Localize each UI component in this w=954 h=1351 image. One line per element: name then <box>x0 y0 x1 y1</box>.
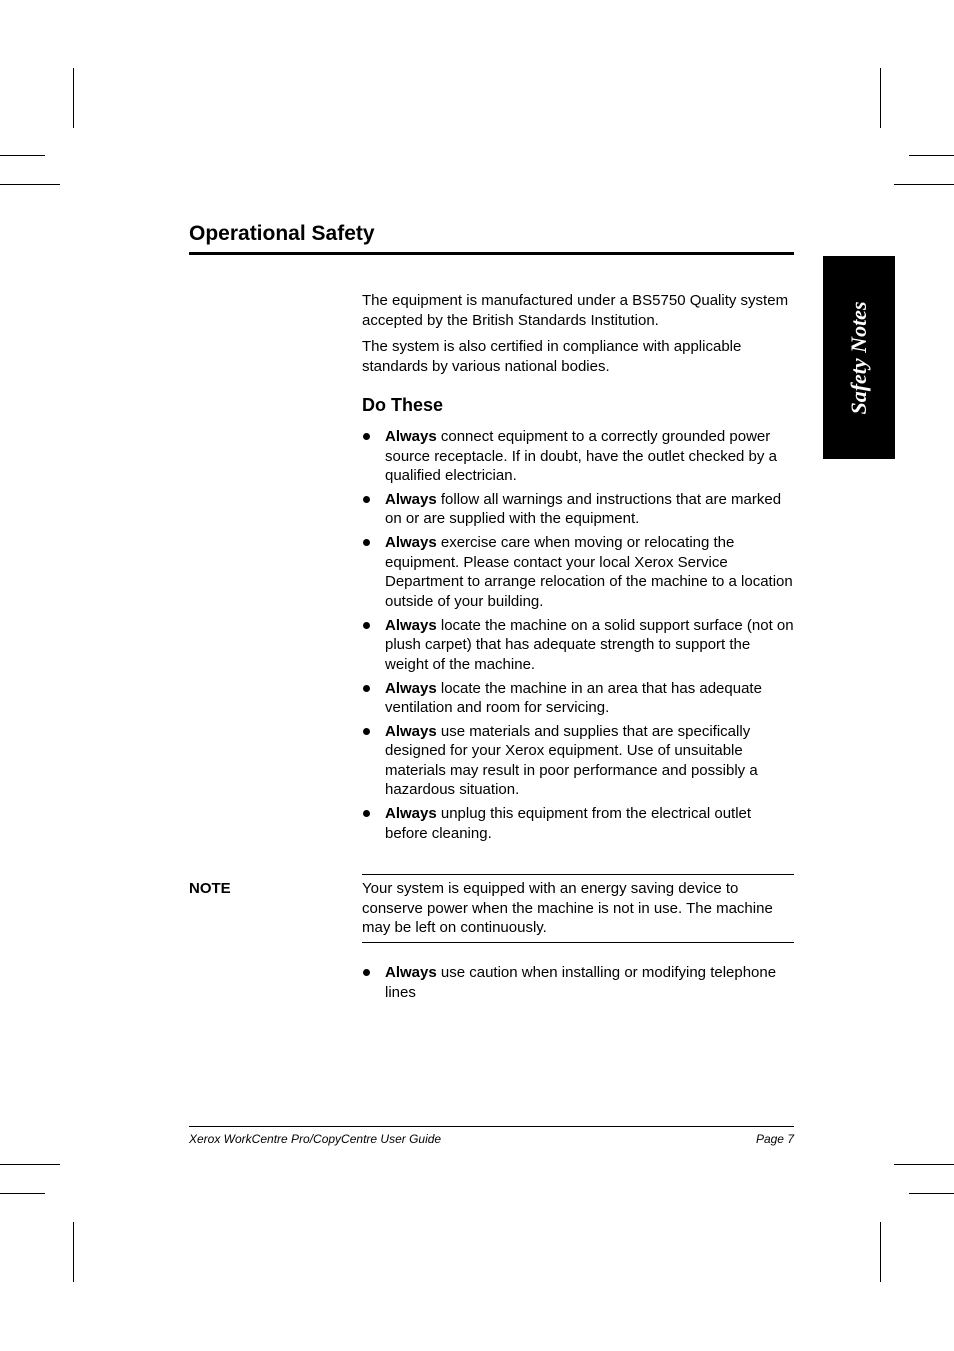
list-item-lead: Always <box>385 428 437 445</box>
list-item-lead: Always <box>385 534 437 552</box>
note-text <box>362 879 794 938</box>
list-item-text: use caution when installing or modifying telephone lines <box>385 964 777 1001</box>
section-tab <box>823 256 895 459</box>
crop-mark <box>73 68 74 128</box>
intro-text <box>362 291 794 376</box>
crop-mark <box>0 184 60 185</box>
list-item <box>362 616 794 675</box>
crop-mark <box>909 1193 954 1194</box>
crop-mark <box>0 1193 45 1194</box>
note-bottom-rule <box>362 942 794 943</box>
list-item-lead: Always <box>385 722 437 740</box>
bullet-icon <box>363 728 370 735</box>
footer-page-number: Page 7 <box>755 1132 794 1146</box>
bullet-icon <box>363 622 370 629</box>
crop-mark <box>0 155 45 156</box>
footer-rule <box>189 1126 794 1127</box>
footer-guide-title: Xerox WorkCentre Pro/CopyCentre User Guide <box>189 1132 442 1146</box>
note-top-rule <box>362 874 794 875</box>
crop-mark <box>880 1222 881 1282</box>
bullet-icon <box>363 496 370 503</box>
bullet-icon <box>363 969 370 976</box>
safety-list <box>362 427 794 848</box>
safety-list-continued <box>362 963 794 1006</box>
crop-mark <box>909 155 954 156</box>
note-paragraph: Your system is equipped with an energy saving device to conserve power when the machine is not in use. The machine may be left on continuously. <box>362 880 773 936</box>
list-item-text: use materials and supplies that are specifically designed for your Xerox equipment. Use of unsuitable materials may result in poor performance and possibly a hazardous situation. <box>385 722 758 799</box>
list-item <box>362 427 794 486</box>
crop-mark <box>894 1164 954 1165</box>
subheading: Do These <box>362 395 444 415</box>
list-item-text: locate the machine in an area that has adequate ventilation and room for servicing. <box>385 679 762 717</box>
list-item <box>362 722 794 800</box>
list-item-lead: Always <box>385 964 437 981</box>
crop-mark <box>880 68 881 128</box>
bullet-icon <box>363 433 370 440</box>
list-item <box>362 490 794 529</box>
list-item-text: follow all warnings and instructions that are marked on or are supplied with the equipment. <box>385 490 782 528</box>
note-label: NOTE <box>189 880 231 897</box>
list-item-text: connect equipment to a correctly grounded power source receptacle. If in doubt, have the outlet checked by a qualified electrician. <box>385 428 777 484</box>
list-item-text: exercise care when moving or relocating the equipment. Please contact your local Xerox Service Department to arrange relocation of the machine to a location outside of your building. <box>385 534 793 610</box>
list-item <box>362 679 794 718</box>
section-tab-label: Safety Notes <box>846 300 871 415</box>
bullet-icon <box>363 810 370 817</box>
list-item-lead: Always <box>385 805 437 823</box>
list-item-lead: Always <box>385 490 437 508</box>
page-title: Operational Safety <box>189 222 375 245</box>
crop-mark <box>894 184 954 185</box>
crop-mark <box>73 1222 74 1282</box>
list-item <box>362 804 794 843</box>
crop-mark <box>0 1164 60 1165</box>
bullet-icon <box>363 539 370 546</box>
list-item <box>362 963 794 1002</box>
list-item-lead: Always <box>385 679 437 697</box>
list-item-text: unplug this equipment from the electrical outlet before cleaning. <box>385 805 752 842</box>
list-item <box>362 533 794 611</box>
bullet-icon <box>363 685 370 692</box>
intro-paragraph: The equipment is manufactured under a BS5750 Quality system accepted by the British Standards Institution. <box>362 292 789 329</box>
title-rule <box>189 252 794 255</box>
intro-paragraph: The system is also certified in compliance with applicable standards by various national bodies. <box>362 338 742 375</box>
list-item-text: locate the machine on a solid support surface (not on plush carpet) that has adequate strength to support the weight of the machine. <box>385 616 794 673</box>
list-item-lead: Always <box>385 616 437 634</box>
